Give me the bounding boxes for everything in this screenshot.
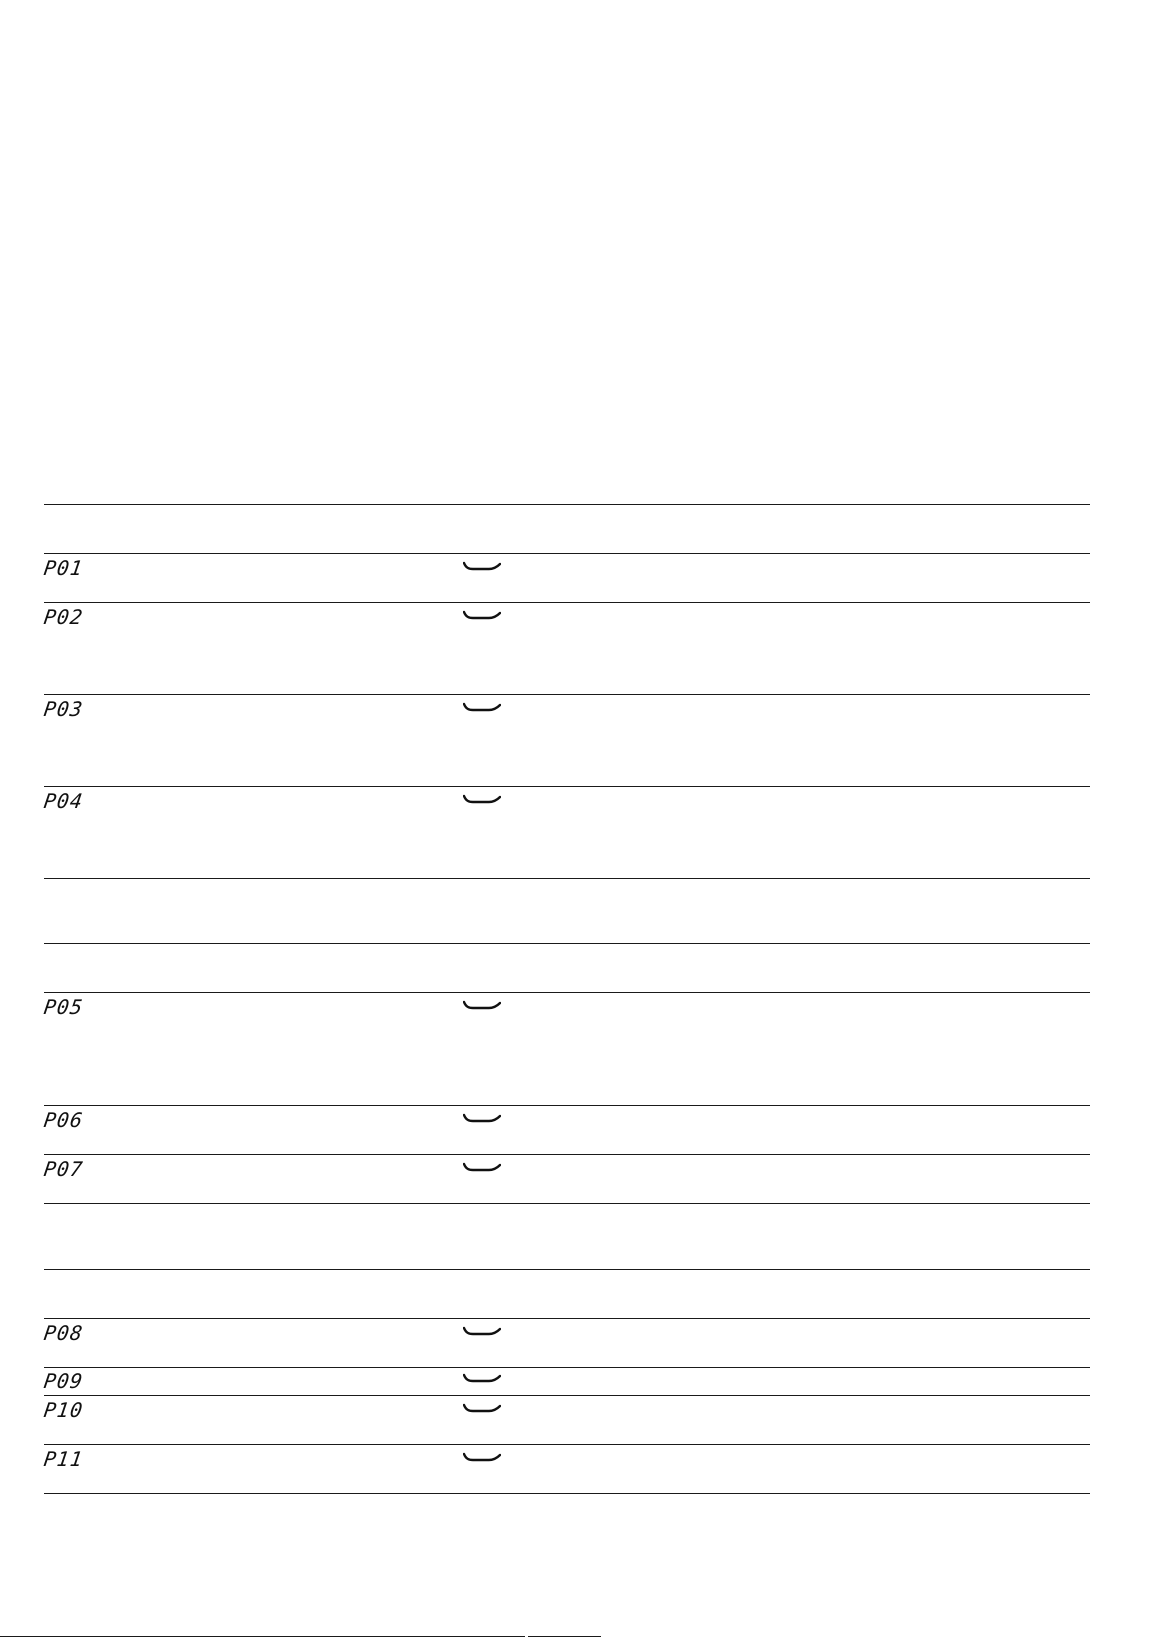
table-rule <box>44 1269 1090 1270</box>
program-code: P06 <box>42 1108 85 1132</box>
table-rule <box>44 1318 1090 1319</box>
table-rule <box>44 992 1090 993</box>
tilde-dash-icon <box>463 560 501 574</box>
table-rule <box>44 1203 1090 1204</box>
table-rule <box>44 943 1090 944</box>
table-rule <box>44 1493 1090 1494</box>
program-code: P01 <box>42 556 85 580</box>
tilde-dash-icon <box>463 1451 501 1465</box>
tilde-dash-icon <box>463 1112 501 1126</box>
footer-rule <box>528 1636 601 1637</box>
program-code: P02 <box>42 605 85 629</box>
table-rule <box>44 878 1090 879</box>
program-code: P07 <box>42 1157 85 1181</box>
tilde-dash-icon <box>463 793 501 807</box>
program-code: P03 <box>42 697 85 721</box>
program-code: P08 <box>42 1321 85 1345</box>
table-rule <box>44 602 1090 603</box>
table-rule <box>44 553 1090 554</box>
program-code: P09 <box>42 1369 85 1393</box>
tilde-dash-icon <box>463 1161 501 1175</box>
program-code: P05 <box>42 995 85 1019</box>
program-code: P04 <box>42 789 85 813</box>
table-rule <box>44 1395 1090 1396</box>
table-rule <box>44 1105 1090 1106</box>
tilde-dash-icon <box>463 701 501 715</box>
tilde-dash-icon <box>463 999 501 1013</box>
tilde-dash-icon <box>463 1325 501 1339</box>
program-code: P11 <box>42 1447 85 1471</box>
program-code: P10 <box>42 1398 85 1422</box>
table-rule <box>44 1154 1090 1155</box>
tilde-dash-icon <box>463 1372 501 1386</box>
footer-rule <box>0 1636 525 1637</box>
table-rule <box>44 694 1090 695</box>
tilde-dash-icon <box>463 609 501 623</box>
table-rule <box>44 786 1090 787</box>
table-rule <box>44 504 1090 505</box>
tilde-dash-icon <box>463 1402 501 1416</box>
table-rule <box>44 1444 1090 1445</box>
table-rule <box>44 1367 1090 1368</box>
